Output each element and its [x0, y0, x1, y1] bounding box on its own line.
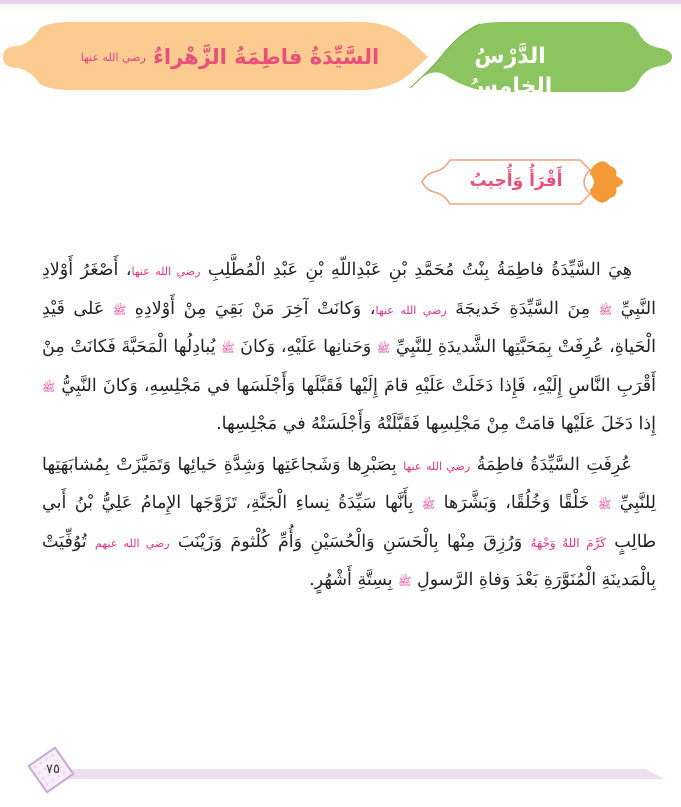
honorific-icon: رضي الله عنها: [375, 303, 447, 317]
pbuh-icon: ﷺ: [421, 498, 436, 511]
text-segment: عُرِفَتِ السَّيِّدَةُ فاطِمَةُ: [470, 454, 632, 475]
text-segment: وَرُزِقَ مِنْها بِالْحَسَنِ وَالْحُسَيْنِ وَأُمِّ كُلْثومَ وَزَيْنَبَ: [169, 531, 531, 552]
pbuh-icon: ﷺ: [221, 342, 235, 355]
lesson-number-label: الدَّرْسُ الخامِسُ: [467, 44, 553, 99]
text-segment: وَحَنانِها عَلَيْهِ، وَكانَ: [234, 337, 377, 357]
paragraph-2: [42, 447, 656, 601]
honorific-icon: رضي الله عنها: [131, 265, 201, 278]
text-segment: بِأَنَّها سَيِّدَةُ نِساءِ الْجَنَّةِ، تَزَوَّجَها الإِمامُ عَلِيُّ بْنُ أَبي طالِبٍ: [42, 493, 656, 552]
text-segment: هِيَ السَّيِّدَةُ فاطِمَةُ بِنْتُ مُحَمَّدِ بْنِ عَبْدِاللّهِ بْنِ عَبْدِ الْمُطَّلِبِ: [200, 260, 632, 280]
lesson-title: [80, 42, 380, 72]
pbuh-icon: ﷺ: [597, 498, 612, 511]
text-segment: بِصَبْرِها وَشَجاعَتِها وَشِدَّةِ حَيائِها وَتَمَيَّزَتْ بِمُشابَهَتِها لِلنَّبِيِّ: [42, 454, 657, 513]
honorific-icon: رضي الله عنها: [80, 51, 146, 64]
text-segment: عَلى قَيْدِ الْحَياةِ، عُرِفَتْ بِمَحَبَّتِها الشَّديدَةِ لِلنَّبِيِّ: [42, 298, 656, 357]
flower-ornament-icon: [590, 161, 623, 202]
top-shadow: [0, 4, 681, 12]
paragraph-1: [42, 252, 656, 443]
lesson-title-text: السَّيِّدَةُ فاطِمَةُ الزَّهْراءُ: [153, 45, 380, 69]
pbuh-icon: ﷺ: [376, 342, 391, 355]
pbuh-icon: ﷺ: [112, 303, 127, 317]
section-label: أَقْرَأُ وَأُجيبُ: [469, 171, 563, 191]
text-segment: ، وَكانَتْ آخِرَ مَنْ بَقِيَ مِنْ أَوْلادِهِ: [126, 298, 376, 319]
read-and-answer-tag: [418, 156, 630, 208]
text-segment: إِذا دَخَلَ عَلَيْها قامَتْ مِنْ مَجْلِسِها فَقَبَّلَتْهُ وَأَجْلَسَتْهُ في مَجْلِسِها.: [216, 414, 656, 434]
text-segment: تُوُفِّيَتْ بِالْمَدينَةِ الْمُنَوَّرَةِ بَعْدَ وَفاةِ الرَّسولِ: [42, 531, 656, 590]
honorific-icon: كَرَّمَ اللهُ وَجْهَهُ: [530, 535, 606, 550]
text-segment: خَلْقًا وَخُلُقًا، وَبَشَّرَها: [435, 493, 598, 513]
lesson-text: [42, 252, 656, 601]
text-segment: بِسِتَّةِ أَشْهُرٍ.: [309, 570, 399, 590]
text-segment: ، أَصْغَرُ أَوْلادِ النَّبِيِّ: [42, 260, 656, 319]
text-segment: يُبادِلُها الْمَحَبَّةَ فَكانَتْ مِنْ أَقْرَبِ النَّاسِ إِلَيْهِ، فَإِذا دَخَلَتْ عَلَيْهِ قامَ إِلَيْها فَقَبَّلَها وَأَجْلَسَها في مَجْلِسِهِ، وَكانَ النَّبِيُّ: [42, 337, 656, 396]
pbuh-icon: ﷺ: [598, 303, 613, 317]
lesson-header: [0, 20, 681, 99]
page-number: ٧٥: [46, 762, 60, 777]
honorific-icon: رضي الله عنهم: [95, 536, 170, 550]
pbuh-icon: ﷺ: [398, 575, 412, 588]
pbuh-icon: ﷺ: [42, 380, 56, 394]
text-segment: مِنَ السَّيِّدَةِ خَديجَةَ: [446, 298, 599, 319]
honorific-icon: رضي الله عنها: [403, 459, 471, 473]
footer-bar: [58, 769, 664, 779]
